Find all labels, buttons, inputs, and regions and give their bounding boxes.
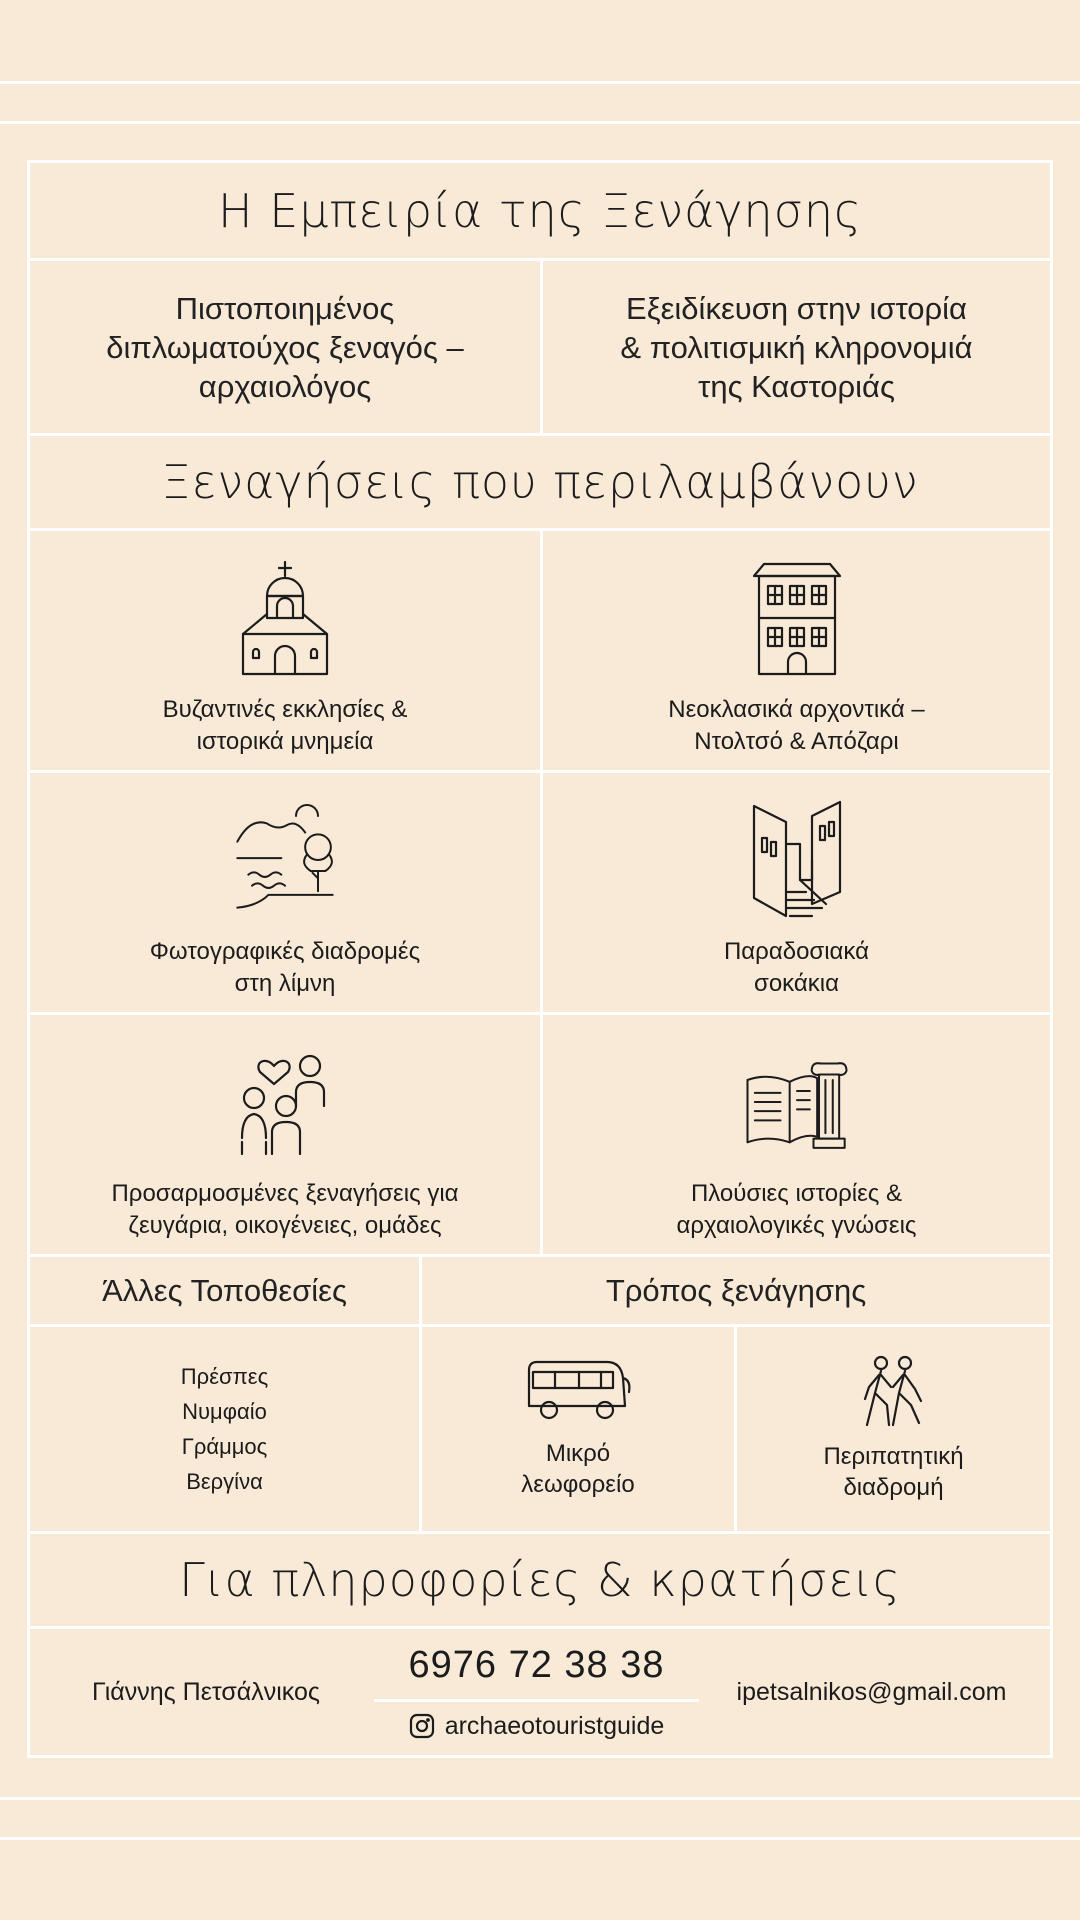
guide-name: Γιάννης Πετσάλνικος <box>92 1677 320 1706</box>
location-item: Γράμμος <box>181 1434 268 1459</box>
tours-row-1 <box>30 531 1050 773</box>
top-rule-2 <box>0 121 1080 124</box>
location-item: Βεργίνα <box>186 1469 263 1494</box>
contact-title: Για πληροφορίες & κρατήσεις <box>179 1553 901 1607</box>
bottom-rule-1 <box>0 1797 1080 1800</box>
tours-title: Ξεναγήσεις που περιλαμβάνουν <box>161 455 919 509</box>
contact-header <box>30 1534 1050 1629</box>
experience-row <box>30 261 1050 436</box>
bus-icon <box>523 1358 633 1424</box>
location-item: Πρέσπες <box>180 1364 269 1389</box>
phone-link[interactable]: 6976 72 38 38 <box>408 1643 665 1686</box>
contact-row <box>30 1629 1050 1755</box>
tours-row-3 <box>30 1015 1050 1257</box>
alley-icon <box>742 800 852 920</box>
mansion-icon <box>742 558 852 678</box>
lake-landscape-icon <box>230 800 340 920</box>
top-rule-1 <box>0 81 1080 84</box>
guide-specialization: Εξειδίκευση στην ιστορία & πολιτισμική κληρονομιά της Καστοριάς <box>620 290 973 404</box>
tour-item-alleys: Παραδοσιακά σοκάκια <box>543 773 1050 1012</box>
contact-divider <box>374 1699 699 1702</box>
sub-headers-row <box>30 1257 1050 1327</box>
tour-item-stories: Πλούσιες ιστορίες & αρχαιολογικές γνώσεις <box>543 1015 1050 1254</box>
locations-title: Άλλες Τοποθεσίες <box>102 1272 347 1308</box>
tours-header <box>30 436 1050 531</box>
instagram-handle: archaeotouristguide <box>444 1711 665 1740</box>
locations-list <box>30 1327 422 1531</box>
instagram-icon <box>409 1713 435 1739</box>
tour-item-lake-photography: Φωτογραφικές διαδρομές στη λίμνη <box>30 773 543 1012</box>
info-card <box>27 160 1053 1758</box>
experience-header <box>30 163 1050 261</box>
email-link[interactable]: ipetsalnikos@gmail.com <box>736 1677 1007 1706</box>
phone-instagram-block <box>374 1629 699 1755</box>
mode-walking: Περιπατητική διαδρομή <box>737 1327 1050 1531</box>
experience-title: Η Εμπειρία της Ξενάγησης <box>218 183 862 238</box>
instagram-link[interactable] <box>409 1712 665 1741</box>
walking-people-icon <box>859 1355 929 1429</box>
mode-bus: Μικρό λεωφορείο <box>422 1327 737 1531</box>
location-item: Νυμφαίο <box>182 1399 267 1424</box>
tours-row-2 <box>30 773 1050 1015</box>
modes-title: Τρόπος ξενάγησης <box>605 1272 867 1308</box>
book-column-icon <box>742 1042 852 1162</box>
church-icon <box>230 558 340 678</box>
tour-item-custom-groups: Προσαρμοσμένες ξεναγήσεις για ζευγάρια, οικογένειες, ομάδες <box>30 1015 543 1254</box>
bottom-rule-2 <box>0 1837 1080 1840</box>
locations-modes-row <box>30 1327 1050 1534</box>
tour-item-mansions: Νεοκλασικά αρχοντικά – Ντολτσό & Απόζαρι <box>543 531 1050 770</box>
family-icon <box>230 1042 340 1162</box>
tour-item-churches: Βυζαντινές εκκλησίες & ιστορικά μνημεία <box>30 531 543 770</box>
guide-credentials: Πιστοποιημένος διπλωματούχος ξεναγός – αρχαιολόγος <box>30 261 543 433</box>
